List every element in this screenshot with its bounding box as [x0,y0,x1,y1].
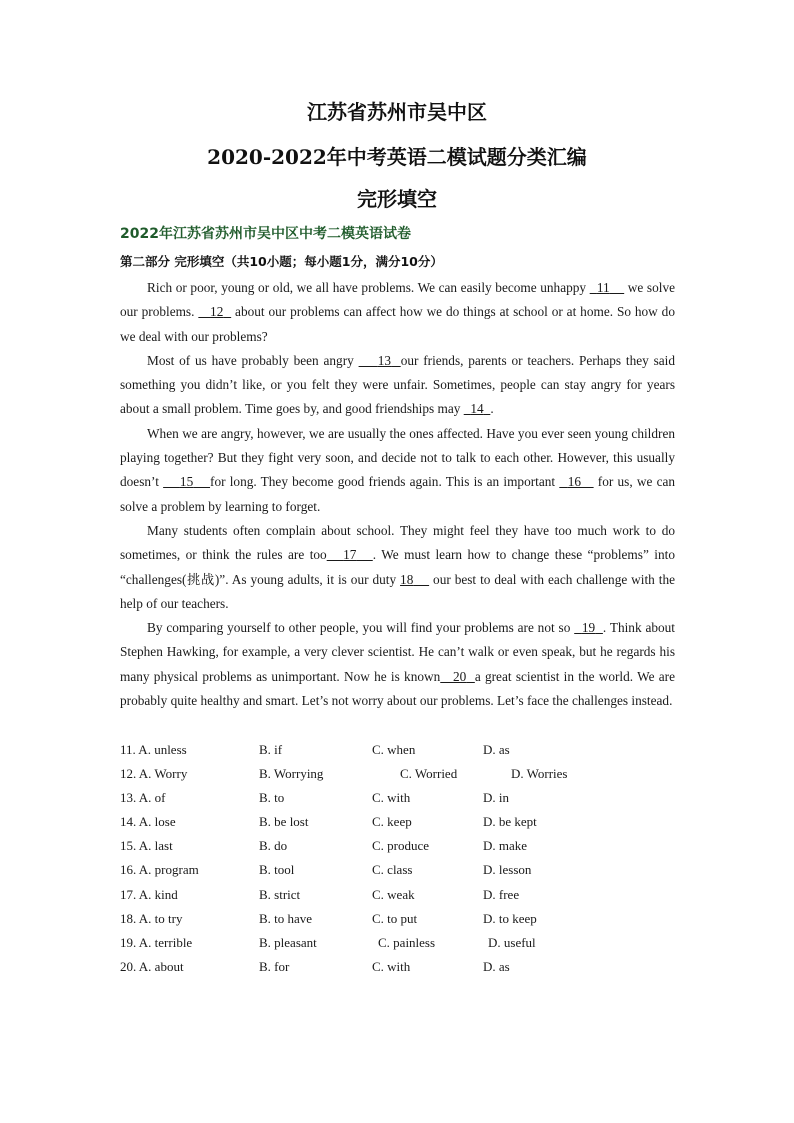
document-title-region: 江苏省苏州市吴中区 [307,100,487,124]
passage-paragraph-2: Most of us have probably been angry 13 our friends, parents or teachers. Perhaps they said something you didn’t like, or you felt they were unfair. Sometimes, people can stay angry for years about a small problem. Time goes by, and good friendships may 14 . [120,352,676,417]
blank-11: 11 [596,280,610,295]
option-row-19: 19. A. terrible B. pleasant C. painless D. useful [120,934,536,950]
blank-16: 16 [567,474,581,490]
blank-14: 14 [470,401,484,417]
option-row-16: 16. A. program B. tool C. class D. lesson [120,862,532,878]
blank-18: 18 [400,571,414,587]
option-row-13: 13. A. of B. to C. with D. in [120,790,509,806]
blank-15: 15 [179,474,194,490]
blank-19: 19 [581,620,596,636]
part-title: 第二部分 完形填空（共10小题；每小题1分，满分10分） [120,254,443,269]
document-title: 2020-2022年中考英语二模试题分类汇编 [207,145,587,169]
blank-20: 20 [453,668,467,684]
option-row-14: 14. A. lose B. be lost C. keep D. be kept [120,814,537,830]
passage-paragraph-4: Many students often complain about school. They might feel they have too much work to do sometimes, or think the rules are too 17 . We must learn how to change these “problems” into “challenges(挑战)”. As young adults, it is our duty 18 our best to deal with each challenge with the help of our teachers. [120,522,676,611]
answer-options [120,738,680,979]
blank-12: 12 [210,304,224,320]
cloze-passage [120,276,675,713]
blank-17: 17 [343,547,357,563]
exam-section-title: 2022年江苏省苏州市吴中区中考二模英语试卷 [120,226,411,242]
document-subtitle: 完形填空 [357,187,437,211]
option-row-17: 17. A. kind B. strict C. weak D. free [120,886,520,902]
passage-paragraph-5: By comparing yourself to other people, you will find your problems are not so 19 . Think about Stephen Hawking, for example, a very clever scientist. He can’t walk or even speak, but he regards his many physical problems as unimportant. Now he is known 20 a great scientist in the world. We are probably quite healthy and smart. Let’s not worry about our problems. Let’s face the challenges instead. [120,620,675,709]
passage-paragraph-3: When we are angry, however, we are usually the ones affected. Have you ever seen young children playing together? But they fight very soon, and decide not to talk to each other. However, this usually doesn’t 15 for long. They become good friends again. This is an important 16 for us, we can solve a problem by learning to forget. [120,425,676,514]
option-row-20: 20. A. about B. for C. with D. as [120,958,510,974]
passage-paragraph-1: Rich or poor, young or old, we all have problems. We can easily become unhappy 11 we solve our problems. 12 about our problems can affect how we do things at school or at home. So how do we deal with our problems? [120,280,675,344]
option-row-12: 12. A. Worry B. Worrying C. Worried D. Worries [120,766,568,782]
option-row-15: 15. A. last B. do C. produce D. make [120,838,528,854]
blank-13: 13 [377,352,392,368]
option-row-11: 11. A. unless B. if C. when D. as [120,742,510,757]
option-row-18: 18. A. to try B. to have C. to put D. to keep [120,910,537,926]
